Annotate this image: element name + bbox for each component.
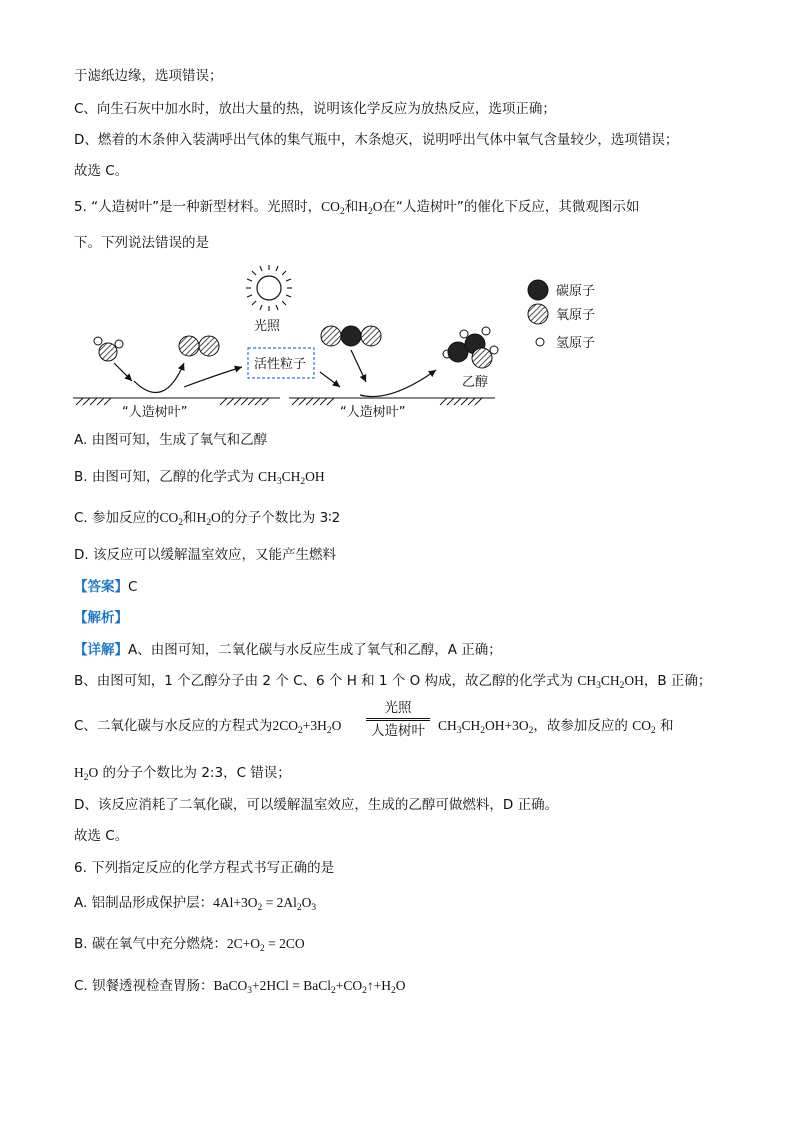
text-line: C、向生石灰中加水时，放出大量的热，说明该化学反应为放热反应，选项正确；	[74, 101, 556, 117]
text-line: 于滤纸边缘，选项错误；	[74, 68, 223, 84]
leaf-label-1: “人造树叶”	[122, 405, 188, 420]
reaction-condition: 光照 人造树叶	[366, 699, 430, 740]
light-label: 光照	[254, 319, 281, 334]
reaction-diagram	[70, 255, 630, 425]
svg-text:碳原子: 碳原子	[556, 284, 596, 299]
question-5-stem: 5. “人造树叶”是一种新型材料。光照时，$CO_2$和$H_2O$在“人造树叶”的催化下反应，其微观图示如	[74, 199, 640, 217]
detail-line-c-end: $CH_3CH_2OH+3O_2$，故参加反应的 $CO_2$ 和	[438, 718, 674, 736]
leaf-surface-1	[73, 398, 280, 405]
oxygen-molecule	[179, 336, 219, 356]
text-line: 故选 C。	[74, 163, 129, 179]
co2-molecule	[321, 326, 381, 346]
answer-line: 【答案】C	[74, 579, 138, 595]
co2-formula: $CO_2$	[321, 199, 345, 217]
stem-text: 5. “人造树叶”是一种新型材料。光照时，	[74, 199, 322, 215]
hydrogen-atom-icon	[536, 338, 544, 346]
question-5-stem-2: 下。下列说法错误的是	[74, 235, 209, 251]
option-a: A. 由图可知，生成了氧气和乙醇	[74, 432, 268, 448]
detail-line-b: B、由图可知，1 个乙醇分子由 2 个 C、6 个 H 和 1 个 O 构成，故乙醇的化学式为 $CH_3CH_2OH$，B 正确；	[74, 673, 712, 691]
text-line: D、燃着的木条伸入装满呼出气体的集气瓶中，木条熄灭，说明呼出气体中氧气含量较少，选项错误；	[74, 132, 679, 148]
option-b: B. 由图可知，乙醇的化学式为 $CH_3CH_2OH$	[74, 469, 325, 487]
active-particle-label: 活性粒子	[254, 357, 307, 372]
ethanol-molecule	[443, 327, 498, 368]
h2o-formula: $H_2O$	[358, 199, 383, 217]
svg-text:氢原子: 氢原子	[556, 336, 596, 351]
q6-option-c: C. 钡餐透视检查胃肠：BaCO$_3$+2HCl = $BaCl_2+CO_2↑+H_2O$	[74, 978, 406, 996]
leaf-label-2: “人造树叶”	[340, 405, 406, 420]
carbon-atom-icon	[528, 280, 548, 300]
q6-option-b: B. 碳在氧气中充分燃烧：$2C+O_2 = 2CO$	[74, 936, 305, 954]
ethanol-label: 乙醇	[462, 375, 489, 390]
detail-line-a: 【详解】A、由图可知，二氧化碳与水反应生成了氧气和乙醇，A 正确；	[74, 642, 502, 658]
ethanol-formula: $CH_3CH_2OH$	[258, 469, 325, 487]
stem-text: 在“人造树叶”的催化下反应，其微观图示如	[382, 199, 640, 215]
legend	[528, 280, 595, 351]
q6-option-a: A. 铝制品形成保护层：$4Al+3O_2 = 2Al_2O_3$	[74, 895, 317, 913]
sun-icon	[246, 265, 292, 311]
detail-line-e: D、该反应消耗了二氧化碳，可以缓解温室效应，生成的乙醇可做燃料，D 正确。	[74, 797, 559, 813]
detail-line-c: C、二氧化碳与水反应的方程式为$2CO_2+3H_2O$	[74, 718, 342, 736]
oxygen-atom-icon	[528, 304, 548, 324]
option-d: D. 该反应可以缓解温室效应，又能产生燃料	[74, 547, 336, 563]
conclusion: 故选 C。	[74, 828, 129, 844]
leaf-surface-2	[289, 398, 495, 405]
option-c: C. 参加反应的$CO_2$和$H_2O$的分子个数比为 3∶2	[74, 510, 341, 528]
detail-line-d: $H_2O$ 的分子个数比为 2:3，C 错误；	[74, 765, 291, 783]
water-molecule	[94, 337, 123, 361]
analysis-label: 【解析】	[74, 610, 128, 626]
question-6-stem: 6. 下列指定反应的化学方程式书写正确的是	[74, 860, 335, 876]
svg-text:氧原子: 氧原子	[556, 308, 596, 323]
